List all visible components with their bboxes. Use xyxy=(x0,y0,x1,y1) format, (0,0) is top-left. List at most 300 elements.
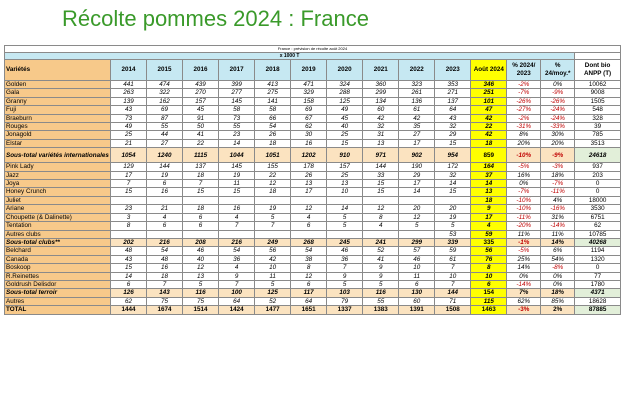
table-cell: 22 xyxy=(471,123,507,131)
table-cell: 1514 xyxy=(183,306,219,314)
table-cell: 20 xyxy=(435,205,471,213)
table-cell: 76 xyxy=(471,255,507,263)
table-cell: 14 xyxy=(219,139,255,147)
table-cell: 21 xyxy=(147,205,183,213)
table-cell: 9 xyxy=(327,272,363,280)
table-cell: 6751 xyxy=(575,213,621,221)
table-row xyxy=(5,247,621,255)
table-cell: -14% xyxy=(507,280,541,288)
table-cell: 0% xyxy=(541,272,575,280)
table-cell: 52 xyxy=(363,247,399,255)
row-label: Joya xyxy=(5,180,111,188)
table-cell: 329 xyxy=(291,89,327,97)
table-cell: -33% xyxy=(541,123,575,131)
table-cell: 4 xyxy=(471,222,507,230)
table-cell: 9008 xyxy=(575,89,621,97)
table-cell: 18 xyxy=(255,188,291,196)
table-cell: 55 xyxy=(147,123,183,131)
row-label: Fuji xyxy=(5,106,111,114)
table-cell: 59 xyxy=(471,230,507,238)
table-cell: 1337 xyxy=(327,306,363,314)
table-cell: 12 xyxy=(399,213,435,221)
table-cell: 474 xyxy=(147,81,183,89)
table-row xyxy=(5,89,621,97)
table-cell: 69 xyxy=(147,106,183,114)
table-row xyxy=(5,188,621,196)
table-cell: 60 xyxy=(399,297,435,305)
table-cell: 439 xyxy=(183,81,219,89)
table-row xyxy=(5,180,621,188)
table-cell: 263 xyxy=(110,89,146,97)
table-cell: 26 xyxy=(255,131,291,139)
table-cell: 8 xyxy=(471,264,507,272)
table-cell: 73 xyxy=(219,114,255,122)
table-cell: 43 xyxy=(435,114,471,122)
table-cell: 56 xyxy=(255,247,291,255)
table-cell: 6 xyxy=(147,222,183,230)
table-cell: 32 xyxy=(363,123,399,131)
table-row xyxy=(5,139,621,147)
table-cell xyxy=(327,230,363,238)
table-cell: 7 xyxy=(147,280,183,288)
table-cell: 322 xyxy=(147,89,183,97)
table-cell: 40 xyxy=(327,123,363,131)
table-cell: -7% xyxy=(507,188,541,196)
table-cell: 25 xyxy=(327,131,363,139)
table-cell: 29 xyxy=(435,131,471,139)
table-cell: 143 xyxy=(147,289,183,297)
table-row xyxy=(5,264,621,272)
table-cell: 3 xyxy=(110,213,146,221)
table-cell: 19 xyxy=(219,171,255,179)
table-cell: 32 xyxy=(435,123,471,131)
table-cell: 55 xyxy=(219,123,255,131)
table-cell: 13 xyxy=(291,180,327,188)
table-cell: -3% xyxy=(541,163,575,171)
table-cell: 8 xyxy=(110,222,146,230)
row-label: Honey Crunch xyxy=(5,188,111,196)
table-row xyxy=(5,272,621,280)
table-cell: 5 xyxy=(183,280,219,288)
table-cell: 8% xyxy=(507,131,541,139)
table-cell: 15 xyxy=(183,188,219,196)
table-cell: 87 xyxy=(147,114,183,122)
table-cell: 261 xyxy=(399,89,435,97)
column-header: Variétés xyxy=(5,60,111,81)
table-cell: 126 xyxy=(110,289,146,297)
table-cell: 19 xyxy=(147,171,183,179)
table-cell: 23 xyxy=(110,205,146,213)
table-cell: 13 xyxy=(471,188,507,196)
table-cell: 12 xyxy=(291,205,327,213)
table-cell: 1391 xyxy=(399,306,435,314)
table-cell: 328 xyxy=(575,114,621,122)
table-cell: 14 xyxy=(110,272,146,280)
table-cell: 1508 xyxy=(435,306,471,314)
table-cell: 216 xyxy=(147,238,183,246)
table-cell: 5 xyxy=(327,213,363,221)
table-cell: 57 xyxy=(399,247,435,255)
row-label: Pink Lady xyxy=(5,163,111,171)
table-cell xyxy=(147,230,183,238)
table-cell: 1044 xyxy=(219,148,255,163)
table-cell: 39 xyxy=(575,123,621,131)
table-cell: 61 xyxy=(435,255,471,263)
table-cell: 1383 xyxy=(363,306,399,314)
table-cell: 1674 xyxy=(147,306,183,314)
row-label: Granny xyxy=(5,97,111,105)
table-row xyxy=(5,205,621,213)
table-cell: 441 xyxy=(110,81,146,89)
table-cell: -3% xyxy=(507,306,541,314)
page-title: Récolte pommes 2024 : France xyxy=(62,6,369,31)
row-label: Goldrush Delisdor xyxy=(5,280,111,288)
table-cell: 64 xyxy=(219,297,255,305)
table-cell: 60 xyxy=(363,106,399,114)
table-cell: 45 xyxy=(183,106,219,114)
table-row xyxy=(5,196,621,204)
table-cell: 6% xyxy=(541,247,575,255)
table-cell: 0% xyxy=(541,81,575,89)
harvest-table xyxy=(4,45,621,315)
table-cell: 4 xyxy=(291,213,327,221)
table-cell: 145 xyxy=(219,163,255,171)
table-cell: 62 xyxy=(575,222,621,230)
table-cell: 353 xyxy=(435,81,471,89)
table-cell: 9 xyxy=(363,272,399,280)
table-cell: 125 xyxy=(255,289,291,297)
table-cell: 5 xyxy=(327,222,363,230)
table-cell: 18 xyxy=(183,205,219,213)
table-cell: 44 xyxy=(147,131,183,139)
table-row xyxy=(5,171,621,179)
row-label: Autres clubs xyxy=(5,230,111,238)
table-cell: 100 xyxy=(219,289,255,297)
table-cell: 10 xyxy=(435,272,471,280)
table-cell: 270 xyxy=(183,89,219,97)
table-cell: -7% xyxy=(507,89,541,97)
table-cell: 5 xyxy=(255,280,291,288)
table-cell: 43 xyxy=(110,106,146,114)
table-cell: 7 xyxy=(219,280,255,288)
table-cell: 1202 xyxy=(291,148,327,163)
table-cell: 5 xyxy=(255,213,291,221)
table-cell xyxy=(183,196,219,204)
subtotal-row xyxy=(5,289,621,297)
table-cell: 4 xyxy=(363,222,399,230)
table-cell xyxy=(435,196,471,204)
table-cell: 1463 xyxy=(471,306,507,314)
row-label: Boskoop xyxy=(5,264,111,272)
table-cell xyxy=(399,230,435,238)
table-cell: 42 xyxy=(471,114,507,122)
table-cell: 6 xyxy=(291,222,327,230)
table-cell: 139 xyxy=(110,97,146,105)
table-cell: 7 xyxy=(183,180,219,188)
table-cell: 67 xyxy=(291,114,327,122)
column-header: 2018 xyxy=(255,60,291,81)
table-caption: France : prévision de récolte août 2024 xyxy=(5,46,621,53)
row-label: Sous-total clubs** xyxy=(5,238,111,246)
table-cell: 58 xyxy=(255,106,291,114)
column-header: 2019 xyxy=(291,60,327,81)
table-cell: 4% xyxy=(541,196,575,204)
table-cell: 85% xyxy=(541,297,575,305)
table-cell: 17 xyxy=(110,171,146,179)
table-cell: 203 xyxy=(575,171,621,179)
table-cell: -10% xyxy=(507,196,541,204)
row-label: Choupette (& Dalinette) xyxy=(5,213,111,221)
table-cell: 299 xyxy=(399,238,435,246)
table-cell: 62% xyxy=(507,297,541,305)
table-cell: 117 xyxy=(291,289,327,297)
table-cell: 54 xyxy=(255,123,291,131)
row-label: Elstar xyxy=(5,139,111,147)
column-header: Août 2024 xyxy=(471,60,507,81)
table-cell: -1% xyxy=(507,238,541,246)
row-label: Ariane xyxy=(5,205,111,213)
table-cell: 0% xyxy=(507,180,541,188)
table-cell: 130 xyxy=(399,289,435,297)
table-cell: 16 xyxy=(219,205,255,213)
table-row xyxy=(5,222,621,230)
table-cell: 144 xyxy=(435,289,471,297)
table-cell: 19 xyxy=(255,205,291,213)
table-cell: 155 xyxy=(255,163,291,171)
table-cell: 202 xyxy=(110,238,146,246)
table-cell: 42 xyxy=(363,114,399,122)
table-cell xyxy=(327,196,363,204)
table-cell: -10% xyxy=(507,148,541,163)
table-cell: 1780 xyxy=(575,280,621,288)
table-cell: 0 xyxy=(575,188,621,196)
table-cell: 5 xyxy=(435,222,471,230)
table-row xyxy=(5,131,621,139)
table-cell: 1240 xyxy=(147,148,183,163)
table-cell: 18 xyxy=(147,272,183,280)
table-cell: 178 xyxy=(291,163,327,171)
table-cell: 15 xyxy=(110,188,146,196)
table-cell: 7% xyxy=(507,289,541,297)
table-cell: 75 xyxy=(147,297,183,305)
table-cell: -7% xyxy=(541,180,575,188)
table-cell: 271 xyxy=(435,89,471,97)
table-cell: 18% xyxy=(541,171,575,179)
row-label: Sous-total terroir xyxy=(5,289,111,297)
table-cell: 17 xyxy=(471,213,507,221)
table-cell: 954 xyxy=(435,148,471,163)
table-cell: 8 xyxy=(363,213,399,221)
table-cell: 40268 xyxy=(575,238,621,246)
table-cell xyxy=(219,196,255,204)
table-cell: 42 xyxy=(255,255,291,263)
table-cell: -16% xyxy=(541,205,575,213)
table-cell: 101 xyxy=(471,97,507,105)
table-cell: 71 xyxy=(435,297,471,305)
row-label: Jonagold xyxy=(5,131,111,139)
table-cell: 23 xyxy=(219,131,255,139)
table-cell xyxy=(291,196,327,204)
harvest-table-wrapper xyxy=(4,45,621,315)
table-cell: -24% xyxy=(541,106,575,114)
row-label: Rouges xyxy=(5,123,111,131)
table-cell: 18% xyxy=(541,289,575,297)
table-cell: 46 xyxy=(183,247,219,255)
table-cell: 20% xyxy=(541,139,575,147)
table-cell: 16 xyxy=(291,139,327,147)
table-cell: 2% xyxy=(541,306,575,314)
table-row xyxy=(5,106,621,114)
table-cell: 971 xyxy=(363,148,399,163)
table-cell xyxy=(291,230,327,238)
table-cell: 42 xyxy=(471,131,507,139)
table-row xyxy=(5,297,621,305)
header-row xyxy=(5,60,621,81)
table-cell: -5% xyxy=(507,247,541,255)
table-cell: 69 xyxy=(291,106,327,114)
table-row xyxy=(5,163,621,171)
table-cell: 6 xyxy=(291,280,327,288)
table-cell: 18 xyxy=(471,139,507,147)
table-cell: -9% xyxy=(541,148,575,163)
unit-spacer xyxy=(575,53,621,60)
table-cell: -5% xyxy=(507,163,541,171)
table-cell: 299 xyxy=(363,89,399,97)
table-cell: 145 xyxy=(219,97,255,105)
table-cell: 216 xyxy=(219,238,255,246)
column-header: 2021 xyxy=(363,60,399,81)
table-cell: 18 xyxy=(183,171,219,179)
table-cell: 144 xyxy=(147,163,183,171)
row-label: Gala xyxy=(5,89,111,97)
table-cell: 30% xyxy=(541,131,575,139)
table-cell: -8% xyxy=(541,264,575,272)
table-cell: 19 xyxy=(435,213,471,221)
row-label: Belchard xyxy=(5,247,111,255)
table-cell: 52 xyxy=(255,297,291,305)
table-cell: 64 xyxy=(291,297,327,305)
table-cell: 125 xyxy=(327,97,363,105)
table-cell: 10 xyxy=(399,264,435,272)
table-cell: 335 xyxy=(471,238,507,246)
table-cell: 277 xyxy=(219,89,255,97)
table-cell: 339 xyxy=(435,238,471,246)
table-cell: 268 xyxy=(291,238,327,246)
total-row xyxy=(5,306,621,314)
table-cell: 16% xyxy=(507,171,541,179)
table-cell: 45 xyxy=(327,114,363,122)
table-cell: 26 xyxy=(291,171,327,179)
table-cell: 4 xyxy=(147,213,183,221)
table-cell: 0% xyxy=(541,280,575,288)
table-cell: 8 xyxy=(291,264,327,272)
table-cell: 154 xyxy=(471,289,507,297)
row-label: Braeburn xyxy=(5,114,111,122)
table-cell: 288 xyxy=(327,89,363,97)
table-cell: 157 xyxy=(327,163,363,171)
row-label: TOTAL xyxy=(5,306,111,314)
table-cell: -20% xyxy=(507,222,541,230)
table-cell: 18000 xyxy=(575,196,621,204)
table-cell: 77 xyxy=(575,272,621,280)
table-cell: 9 xyxy=(219,272,255,280)
table-cell: 14% xyxy=(541,238,575,246)
table-cell: 6 xyxy=(471,280,507,288)
table-row xyxy=(5,255,621,263)
table-cell: 41 xyxy=(183,131,219,139)
row-label: Juliet xyxy=(5,196,111,204)
column-header: 2020 xyxy=(327,60,363,81)
table-cell: 129 xyxy=(110,163,146,171)
column-header: 2023 xyxy=(435,60,471,81)
table-cell: 31% xyxy=(541,213,575,221)
table-cell: 910 xyxy=(327,148,363,163)
table-cell: 27 xyxy=(399,131,435,139)
table-cell: 1320 xyxy=(575,255,621,263)
table-cell: 137 xyxy=(183,163,219,171)
table-cell: 87885 xyxy=(575,306,621,314)
table-cell: 13 xyxy=(183,272,219,280)
table-cell: 31 xyxy=(363,131,399,139)
table-cell: 157 xyxy=(183,97,219,105)
table-cell xyxy=(363,196,399,204)
table-cell: 38 xyxy=(291,255,327,263)
table-cell: 10 xyxy=(255,264,291,272)
table-cell: 21 xyxy=(110,139,146,147)
table-cell: 62 xyxy=(110,297,146,305)
table-cell: 4 xyxy=(219,264,255,272)
table-cell: 1054 xyxy=(110,148,146,163)
table-cell: 172 xyxy=(435,163,471,171)
table-cell xyxy=(183,230,219,238)
table-cell: 13 xyxy=(327,180,363,188)
table-cell: 902 xyxy=(399,148,435,163)
table-cell: -9% xyxy=(541,89,575,97)
table-cell xyxy=(110,230,146,238)
table-cell: 1477 xyxy=(255,306,291,314)
table-cell: 61 xyxy=(399,106,435,114)
table-cell: 15 xyxy=(327,139,363,147)
table-cell: 162 xyxy=(147,97,183,105)
column-header: % 24/moy.* xyxy=(541,60,575,81)
table-cell: 50 xyxy=(183,123,219,131)
column-header: 2017 xyxy=(219,60,255,81)
table-cell: 55 xyxy=(363,297,399,305)
table-cell: 18 xyxy=(255,139,291,147)
table-row xyxy=(5,123,621,131)
table-cell: 24618 xyxy=(575,148,621,163)
table-cell: 251 xyxy=(471,89,507,97)
table-cell: 11% xyxy=(507,230,541,238)
table-cell: 245 xyxy=(327,238,363,246)
table-cell: 1051 xyxy=(255,148,291,163)
table-cell: 14 xyxy=(471,180,507,188)
table-cell: 75 xyxy=(183,297,219,305)
column-header: 2016 xyxy=(183,60,219,81)
table-row xyxy=(5,114,621,122)
table-cell: 0 xyxy=(575,264,621,272)
table-cell: 17 xyxy=(399,180,435,188)
table-cell: 37 xyxy=(471,171,507,179)
table-cell: 14 xyxy=(327,205,363,213)
table-cell: 59 xyxy=(435,247,471,255)
table-cell: 103 xyxy=(327,289,363,297)
table-cell: 137 xyxy=(435,97,471,105)
table-cell: 15 xyxy=(219,188,255,196)
table-cell: 115 xyxy=(471,297,507,305)
table-cell: 275 xyxy=(255,89,291,97)
table-cell: 0 xyxy=(575,180,621,188)
